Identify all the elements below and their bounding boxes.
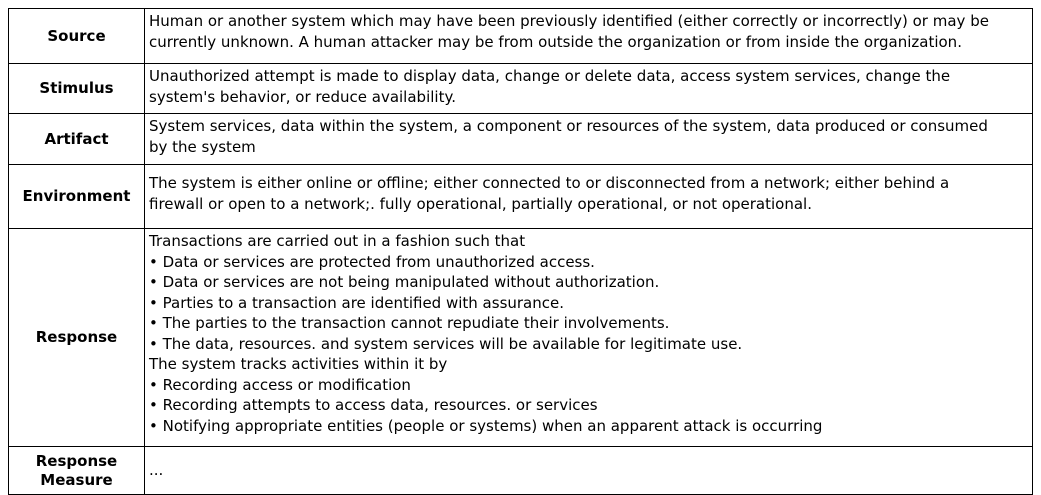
- list-item: • Data or services are not being manipulated without authorization.: [149, 272, 1028, 293]
- quality-attribute-scenario-table: [8, 8, 1033, 495]
- table-row-response: [9, 229, 1033, 447]
- text-line: by the system: [149, 137, 256, 156]
- row-label-source: Source: [9, 9, 145, 64]
- text-line: Human or another system which may have been previously identified (either correctly or incorrectly) or may be: [149, 12, 989, 30]
- label-line: Measure: [40, 470, 113, 489]
- list-item: • Notifying appropriate entities (people or systems) when an apparent attack is occurring: [149, 416, 1028, 437]
- row-label-response-measure: [9, 447, 145, 495]
- list-item: • Parties to a transaction are identified with assurance.: [149, 293, 1028, 314]
- list-item: • Data or services are protected from unauthorized access.: [149, 252, 1028, 273]
- text-line: system's behavior, or reduce availability.: [149, 87, 456, 106]
- row-value-stimulus: [145, 64, 1033, 114]
- table-row-response-measure: [9, 447, 1033, 495]
- text-line: The system is either online or offline; either connected to or disconnected from a network; either behind a: [149, 174, 950, 192]
- row-value-source: [145, 9, 1033, 64]
- list-item: • The data, resources. and system services will be available for legitimate use.: [149, 334, 1028, 355]
- response-intro-transactions: Transactions are carried out in a fashion such that: [149, 232, 526, 250]
- table-row-source: [9, 9, 1033, 64]
- text-line: currently unknown. A human attacker may be from outside the organization or from inside the organization.: [149, 32, 962, 51]
- table-row-environment: [9, 165, 1033, 229]
- row-value-response: [145, 229, 1033, 447]
- table-row-artifact: [9, 114, 1033, 165]
- list-item: • Recording attempts to access data, resources. or services: [149, 395, 1028, 416]
- row-label-stimulus: Stimulus: [9, 64, 145, 114]
- list-item: • The parties to the transaction cannot repudiate their involvements.: [149, 313, 1028, 334]
- label-line: Response: [35, 451, 118, 470]
- row-label-response: Response: [9, 229, 145, 447]
- row-value-environment: [145, 165, 1033, 229]
- text-line: firewall or open to a network;. fully operational, partially operational, or not operational.: [149, 194, 812, 213]
- response-intro-tracking: The system tracks activities within it by: [149, 355, 448, 373]
- row-label-artifact: Artifact: [9, 114, 145, 165]
- row-value-artifact: [145, 114, 1033, 165]
- list-item: • Recording access or modification: [149, 375, 1028, 396]
- row-value-response-measure: ...: [145, 447, 1033, 495]
- row-label-environment: Environment: [9, 165, 145, 229]
- table-row-stimulus: [9, 64, 1033, 114]
- text-line: System services, data within the system, a component or resources of the system, data produced or consumed: [149, 117, 988, 135]
- text-line: Unauthorized attempt is made to display data, change or delete data, access system services, change the: [149, 67, 951, 85]
